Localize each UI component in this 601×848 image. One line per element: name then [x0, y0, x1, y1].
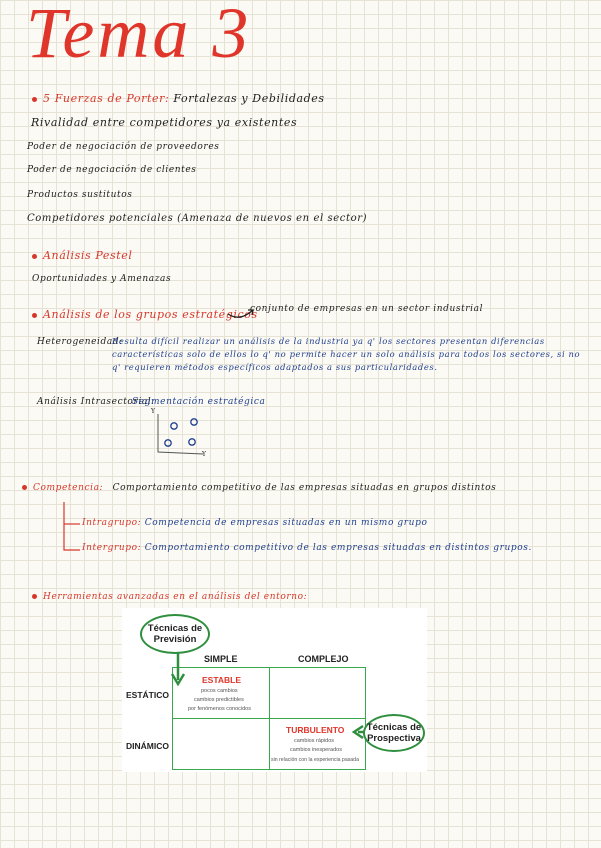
pestel-heading-text: Análisis Pestel	[43, 249, 133, 262]
heterogeneity-text: Resulta difícil realizar un análisis de la industria ya q' los sectores presentan diferencias características solo de ellos lo q' no permite hacer un solo análisis para todos los sectores, si no q' requieren métodos específicos adaptados a sus particularidades.	[112, 336, 581, 372]
col-header-complejo: COMPLEJO	[298, 654, 349, 664]
segmentation-sketch	[148, 410, 208, 460]
intergrupo-text: Comportamiento competitivo de las empresas situadas en distintos grupos.	[144, 543, 532, 553]
group-point	[189, 439, 195, 445]
porter-line: Rivalidad entre competidores ya existentes	[31, 116, 298, 129]
group-point	[191, 419, 197, 425]
bullet-icon	[32, 97, 37, 102]
intragrupo-label: Intragrupo:	[82, 518, 142, 528]
groups-note: conjunto de empresas en un sector industrial	[250, 304, 484, 314]
intrasectorial-text: Segmentación estratégica	[132, 397, 266, 407]
turbulento-title: TURBULENTO	[286, 725, 345, 735]
turbulento-line: cambios inesperados	[290, 747, 342, 753]
tools-heading-text: Herramientas avanzadas en el análisis del entorno:	[43, 592, 308, 602]
bullet-icon	[32, 594, 37, 599]
oval-prospectiva: Técnicas de Prospectiva	[363, 714, 425, 752]
groups-heading-text: Análisis de los grupos estratégicos	[43, 308, 258, 321]
porter-heading	[32, 92, 325, 105]
estable-line: pocos cambios	[201, 688, 238, 694]
estable-line: por fenómenos conocidos	[188, 706, 251, 712]
porter-heading-text: 5 Fuerzas de Porter:	[43, 92, 170, 105]
pestel-heading	[32, 249, 132, 262]
competencia-line	[22, 483, 496, 493]
intrasectorial-label: Análisis Intrasectorial:	[37, 397, 155, 407]
intergrupo-line	[82, 543, 532, 553]
pestel-line: Oportunidades y Amenazas	[32, 274, 172, 284]
bullet-icon	[32, 313, 37, 318]
row-header-dinamico: DINÁMICO	[126, 741, 169, 751]
porter-line: Competidores potenciales (Amenaza de nuevos en el sector)	[27, 213, 368, 224]
page-title: Tema 3	[26, 0, 252, 73]
turbulento-line: sin relación con la experiencia pasada	[271, 757, 359, 763]
row-header-estatico: ESTÁTICO	[126, 690, 169, 700]
porter-heading-tail: Fortalezas y Debilidades	[173, 92, 325, 105]
estable-title: ESTABLE	[202, 675, 242, 685]
porter-line: Poder de negociación de clientes	[27, 165, 197, 175]
group-point	[165, 440, 171, 446]
competencia-heading: Competencia:	[33, 483, 104, 493]
intragrupo-text: Competencia de empresas situadas en un mismo grupo	[144, 518, 428, 528]
intragrupo-line	[82, 518, 427, 528]
tools-heading	[32, 592, 307, 602]
porter-line: Poder de negociación de proveedores	[27, 142, 220, 152]
col-header-simple: SIMPLE	[204, 654, 238, 664]
bullet-icon	[22, 485, 27, 490]
group-point	[171, 423, 177, 429]
groups-heading	[32, 308, 258, 321]
bullet-icon	[32, 254, 37, 259]
oval-prevision: Técnicas de Previsión	[140, 614, 210, 654]
turbulento-line: cambios rápidos	[294, 738, 335, 744]
porter-line: Productos sustitutos	[27, 190, 133, 200]
competencia-text: Comportamiento competitivo de las empresas situadas en grupos distintos	[112, 483, 497, 493]
heterogeneity-label: Heterogeneidad:	[37, 337, 123, 347]
axis-y-label: Y	[151, 408, 155, 415]
intergrupo-label: Intergrupo:	[82, 543, 142, 553]
estable-line: cambios predictibles	[194, 697, 244, 703]
axis-x-label: Y	[202, 451, 206, 458]
environment-matrix-figure	[122, 608, 427, 772]
